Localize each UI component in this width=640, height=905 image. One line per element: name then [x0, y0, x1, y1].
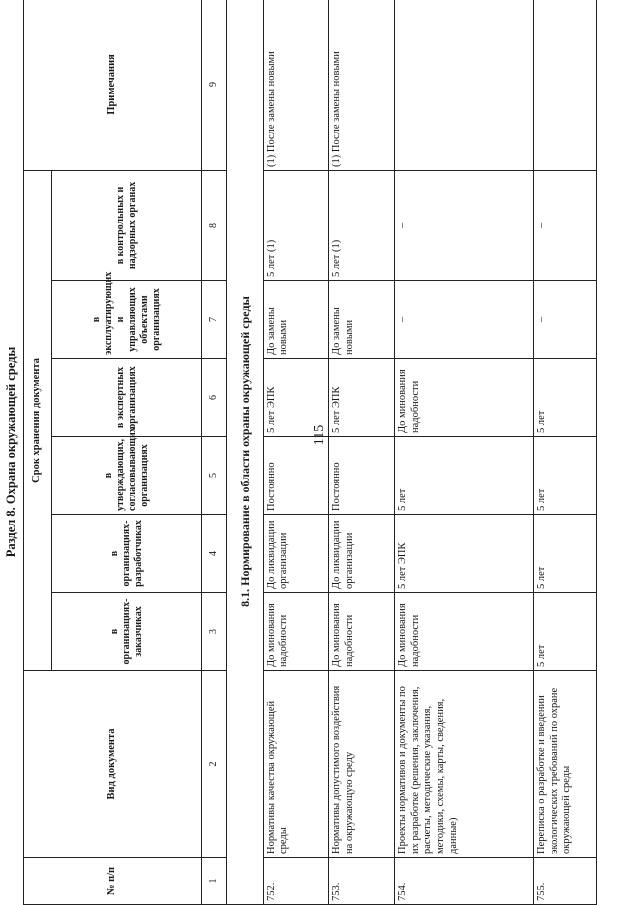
row-doc: Проекты нормативов и документы по их разработке (решения, заключения, расчеты, методические указания, методики, схемы, карты, сведения, данные) [395, 671, 534, 858]
row-cell: 5 лет [534, 593, 597, 671]
column-numbers-row [202, 0, 227, 905]
header-sub: в утверждающих, согласовывающих организациях [51, 437, 202, 515]
header-sub: в эксплуатирующих и управляющих объектами организациях [51, 281, 202, 359]
table-row [263, 0, 329, 905]
col-number: 2 [202, 671, 227, 858]
header-sub: в организациях-разработчиках [51, 515, 202, 593]
subsection-row [227, 0, 264, 905]
row-cell: 5 лет ЭПК [329, 359, 395, 437]
row-cell: 5 лет ЭПК [263, 359, 329, 437]
row-number: 755. [534, 858, 597, 905]
row-number: 754. [395, 858, 534, 905]
row-note [534, 0, 597, 170]
row-number: 752. [263, 858, 329, 905]
row-cell: До замены новыми [263, 281, 329, 359]
header-sub: в контрольных и надзорных органах [51, 170, 202, 280]
col-number: 1 [202, 858, 227, 905]
header-sub: в экспертных организациях [51, 359, 202, 437]
row-doc: Переписка о разработке и введении экологических требований по охране окружающей среды [534, 671, 597, 858]
header-row-1 [24, 0, 52, 905]
row-cell: 5 лет [395, 437, 534, 515]
row-cell: 5 лет [534, 515, 597, 593]
row-cell: – [395, 281, 534, 359]
row-doc: Нормативы допустимого воздействия на окружающую среду [329, 671, 395, 858]
row-cell: До минования надобности [329, 593, 395, 671]
row-doc: Нормативы качества окружающей среды [263, 671, 329, 858]
table-row [395, 0, 534, 905]
table-row [329, 0, 395, 905]
row-cell: 5 лет [534, 437, 597, 515]
col-number: 7 [202, 281, 227, 359]
row-cell: 5 лет ЭПК [395, 515, 534, 593]
row-cell: – [395, 170, 534, 280]
col-number: 8 [202, 170, 227, 280]
col-number: 9 [202, 0, 227, 170]
row-cell: 5 лет [534, 359, 597, 437]
retention-table [23, 0, 597, 905]
row-cell: 5 лет (1) [329, 170, 395, 280]
row-cell: – [534, 170, 597, 280]
row-number: 753. [329, 858, 395, 905]
row-cell: Постоянно [329, 437, 395, 515]
col-number: 3 [202, 593, 227, 671]
header-sub: в организациях-заказчиках [51, 593, 202, 671]
row-note [395, 0, 534, 170]
row-cell: До минования надобности [263, 593, 329, 671]
header-doc: Вид документа [24, 671, 202, 858]
row-cell: До минования надобности [395, 359, 534, 437]
col-number: 5 [202, 437, 227, 515]
row-cell: – [534, 281, 597, 359]
subsection-title: 8.1. Нормирование в области охраны окружающей среды [227, 0, 264, 905]
table-row [534, 0, 597, 905]
row-note: (1) После замены новыми [263, 0, 329, 170]
header-num: № п/п [24, 858, 202, 905]
header-storage: Срок хранения документа [24, 170, 52, 670]
row-cell: До ликвидации организации [329, 515, 395, 593]
col-number: 4 [202, 515, 227, 593]
col-number: 6 [202, 359, 227, 437]
row-cell: 5 лет (1) [263, 170, 329, 280]
section-title: Раздел 8. Охрана окружающей среды [4, 346, 18, 558]
row-note: (1) После замены новыми [329, 0, 395, 170]
header-notes: Примечания [24, 0, 202, 170]
row-cell: До ликвидации организации [263, 515, 329, 593]
page-number: 115 [312, 424, 327, 446]
row-cell: Постоянно [263, 437, 329, 515]
row-cell: До минования надобности [395, 593, 534, 671]
row-cell: До замены новыми [329, 281, 395, 359]
